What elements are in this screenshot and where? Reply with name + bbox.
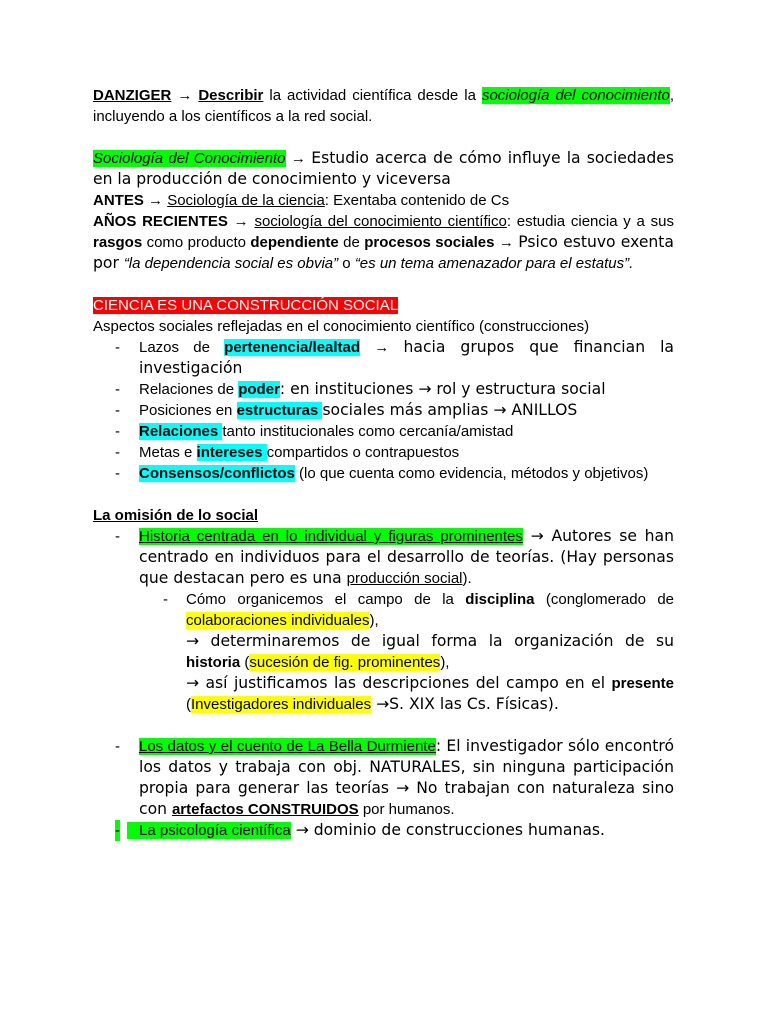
dash: - [115, 465, 120, 482]
dash: - [115, 381, 120, 398]
text: ). [462, 570, 472, 587]
highlight-term: intereses [196, 444, 267, 461]
section-heading-omision [93, 505, 674, 526]
text: : Exentaba contenido de Cs [324, 192, 510, 209]
text: → dominio de construcciones humanas. [290, 821, 606, 839]
text: sociales más amplias → ANILLOS [322, 401, 578, 419]
bold-term: historia [186, 654, 241, 671]
highlight-term: Relaciones [139, 423, 223, 440]
list-item [93, 421, 674, 442]
list-item [93, 526, 674, 715]
text: : estudia ciencia y a sus [506, 213, 674, 230]
highlight-term: Sociología del Conocimiento [93, 150, 286, 167]
text: (conglomerado de [534, 591, 675, 608]
dash: - [115, 822, 120, 839]
dash: - [115, 402, 120, 419]
highlight-term: sucesión de fig. prominentes [249, 654, 441, 671]
dash: - [115, 444, 120, 461]
bold-term: procesos sociales [364, 234, 495, 251]
dash: - [115, 738, 120, 755]
text: ), [369, 612, 379, 629]
omission-list-2 [93, 736, 674, 841]
document-page [93, 85, 674, 841]
section-intro: Aspectos sociales reflejadas en el conocimiento científico (construcciones) [93, 318, 590, 335]
highlight-term: estructuras [236, 402, 323, 419]
text: Lazos de [139, 339, 225, 356]
list-item [93, 736, 674, 820]
quote: “es un tema amenazador para el estatus”. [354, 255, 634, 272]
paragraph-anos-recientes [93, 211, 674, 274]
text: ( [240, 654, 250, 671]
highlight-term: Los datos y el cuento de La Bella Durmiente [139, 738, 436, 755]
bold-term: presente [611, 675, 674, 692]
text: → Autores se han centrado en individuos para el desarrollo de teorías. (Hay personas que destacan pero es una [139, 527, 674, 587]
sub-list [139, 589, 674, 715]
paragraph-danziger [93, 85, 674, 127]
text: como producto [142, 234, 251, 251]
text: ( [186, 696, 191, 713]
list-item [93, 442, 674, 463]
text: → así justificamos las descripciones del campo en el [186, 674, 612, 692]
highlight-term: Consensos/conflictos [139, 465, 295, 482]
dash: - [115, 339, 120, 356]
bold-term: rasgos [93, 234, 143, 251]
dash: - [115, 423, 120, 440]
arrow: → [360, 339, 404, 356]
text: ), [440, 654, 450, 671]
text: por humanos. [358, 801, 455, 818]
list-item [93, 400, 674, 421]
arrow: → [177, 87, 193, 104]
list-item [93, 379, 674, 400]
verb: Describir [198, 87, 264, 104]
heading-text: La omisión de lo social [93, 507, 259, 524]
text: : El investigador sólo encontró los datos y trabaja con obj. NATURALES, sin ninguna participación propia para generar las teorías → No trabajan con naturaleza sino con [139, 737, 674, 818]
text: de [338, 234, 365, 251]
text: , incluyendo a los científicos a la red social. [93, 87, 675, 125]
text: la actividad científica desde la [263, 87, 482, 104]
quote: “la dependencia social es obvia” [123, 255, 339, 272]
sub-list-item [139, 589, 674, 715]
text: compartidos o contrapuestos [266, 444, 460, 461]
highlight-term: La psicología científica [127, 822, 291, 839]
text: tanto institucionales como cercanía/amistad [222, 423, 514, 440]
text: Metas e [139, 444, 197, 461]
omission-list [93, 526, 674, 715]
text: → rol y estructura social [418, 380, 606, 398]
text: o [338, 255, 355, 272]
underlined-term: sociología del conocimiento científico [254, 213, 507, 230]
text: (lo que cuenta como evidencia, métodos y objetivos) [294, 465, 649, 482]
highlight-sociologia: sociología del conocimiento [481, 87, 670, 104]
text: : en instituciones [279, 380, 419, 398]
text: hacia grupos que financian la investigación [139, 338, 674, 377]
highlight-term: poder [238, 381, 280, 398]
dash: - [115, 528, 120, 545]
bold-term: disciplina [465, 591, 535, 608]
aspects-list [93, 337, 674, 484]
highlight-term: Historia centrada en lo individual y figuras prominentes [139, 528, 523, 545]
list-item [93, 463, 674, 484]
arrow: → [227, 213, 255, 230]
dash: - [163, 591, 168, 608]
text: Estudio acerca de cómo influye la sociedades en la producción de conocimiento y viceversa [93, 149, 674, 188]
text: → determinaremos de igual forma la organización de su [186, 632, 674, 650]
label: ANTES [93, 192, 144, 209]
underlined-term: Sociología de la ciencia [167, 192, 325, 209]
highlight-term: colaboraciones individuales [186, 612, 370, 629]
label: AÑOS RECIENTES [93, 213, 228, 230]
section-heading-construccion [93, 295, 674, 316]
highlight-term: Investigadores individuales [191, 696, 372, 713]
paragraph-antes [93, 190, 674, 211]
highlight-term: pertenencia/lealtad [224, 339, 361, 356]
list-item [93, 337, 674, 379]
list-item [93, 820, 674, 841]
paragraph-sociologia-conocimiento [93, 148, 674, 190]
author-name: DANZIGER [93, 87, 172, 104]
bold-term: artefactos CONSTRUIDOS [171, 801, 359, 818]
text: →S. XIX las Cs. Físicas). [371, 695, 559, 713]
heading-text: CIENCIA ES UNA CONSTRUCCIÓN SOCIAL [93, 297, 399, 314]
underlined-term: producción social [346, 570, 463, 587]
text: Cómo organicemos el campo de la [186, 591, 466, 608]
bold-term: dependiente [250, 234, 339, 251]
arrow: → [143, 192, 168, 209]
text: Posiciones en [139, 402, 237, 419]
text: Relaciones de [139, 381, 239, 398]
arrow: → [494, 234, 519, 251]
text: Psico estuvo exenta por [93, 233, 674, 272]
arrow: → [285, 150, 312, 167]
